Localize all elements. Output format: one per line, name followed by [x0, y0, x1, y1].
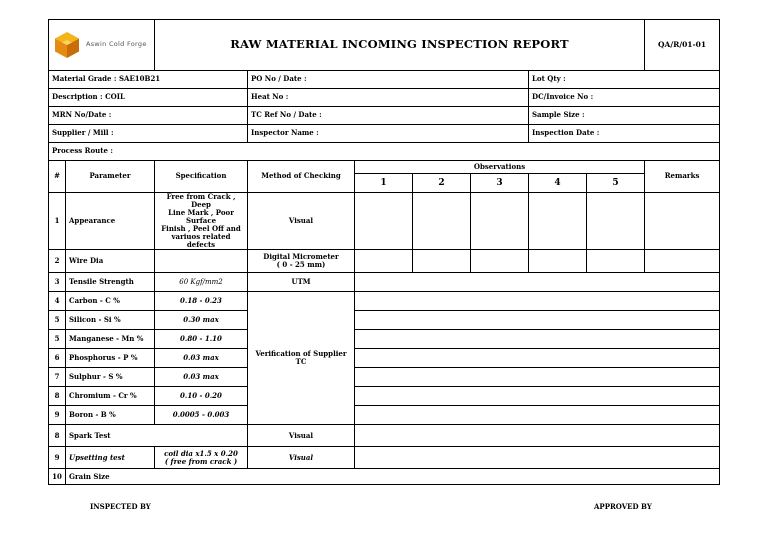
row-parameter: Upsetting test: [66, 447, 155, 469]
observation-cell[interactable]: [587, 193, 645, 250]
table-row: [49, 349, 720, 368]
row-method: Visual: [248, 425, 355, 447]
row-specification: 0.10 - 0.20: [155, 387, 248, 406]
col-num-header: #: [49, 161, 66, 193]
row-method: Visual: [248, 193, 355, 250]
column-header-row: [49, 161, 720, 174]
company-logo: [52, 31, 151, 59]
row-specification: 0.03 max: [155, 349, 248, 368]
supplier-tc-method: Verification of Supplier TC: [248, 292, 355, 425]
header-row-4: [49, 125, 720, 143]
table-row: [49, 292, 720, 311]
tc-ref-field[interactable]: TC Ref No / Date :: [248, 107, 529, 125]
col-parameter-header: Parameter: [66, 161, 155, 193]
row-number: 4: [49, 292, 66, 311]
logo-text: Aswin Cold Forge: [86, 40, 147, 49]
header-row-2: [49, 89, 720, 107]
table-row: [49, 330, 720, 349]
table-row: [49, 273, 720, 292]
col-specification-header: Specification: [155, 161, 248, 193]
header-row-3: [49, 107, 720, 125]
observation-cell[interactable]: [355, 368, 720, 387]
col-method-header: Method of Checking: [248, 161, 355, 193]
col-remarks-header: Remarks: [645, 161, 720, 193]
row-parameter: Wire Dia: [66, 250, 155, 273]
heat-no-field[interactable]: Heat No :: [248, 89, 529, 107]
row-number: 3: [49, 273, 66, 292]
spec-line: Line Mark , Poor Surface: [168, 208, 234, 226]
inspected-by-label: INSPECTED BY: [90, 502, 151, 511]
row-parameter: Boron - B %: [66, 406, 155, 425]
observation-cell[interactable]: [355, 330, 720, 349]
inspector-name-field[interactable]: Inspector Name :: [248, 125, 529, 143]
observation-cell[interactable]: [355, 447, 720, 469]
row-specification: 0.30 max: [155, 311, 248, 330]
table-row: [49, 469, 720, 485]
po-no-date-field[interactable]: PO No / Date :: [248, 71, 529, 89]
row-method: UTM: [248, 273, 355, 292]
observation-cell[interactable]: [355, 311, 720, 330]
observation-cell[interactable]: [355, 292, 720, 311]
row-number: 6: [49, 349, 66, 368]
row-method: Visual: [248, 447, 355, 469]
method-line: ( 0 - 25 mm): [276, 260, 326, 270]
observation-cell[interactable]: [413, 193, 471, 250]
row-parameter: Manganese - Mn %: [66, 330, 155, 349]
table-row: [49, 447, 720, 469]
material-grade-field[interactable]: Material Grade : SAE10B21: [49, 71, 248, 89]
supplier-mill-field[interactable]: Supplier / Mill :: [49, 125, 248, 143]
header-row-1: [49, 71, 720, 89]
row-parameter: Grain Size: [66, 469, 720, 485]
description-field[interactable]: Description : COIL: [49, 89, 248, 107]
remarks-cell[interactable]: [645, 250, 720, 273]
inspection-date-field[interactable]: Inspection Date :: [529, 125, 720, 143]
remarks-cell[interactable]: [645, 193, 720, 250]
obs-4-header: 4: [529, 174, 587, 193]
process-route-field[interactable]: Process Route :: [49, 143, 720, 161]
table-row: [49, 425, 720, 447]
table-row: [49, 387, 720, 406]
observation-cell[interactable]: [355, 387, 720, 406]
row-number: 9: [49, 447, 66, 469]
observation-cell[interactable]: [355, 425, 720, 447]
observation-cell[interactable]: [471, 250, 529, 273]
observation-cell[interactable]: [587, 250, 645, 273]
row-number: 5: [49, 330, 66, 349]
obs-3-header: 3: [471, 174, 529, 193]
col-observations-header: Observations: [355, 161, 645, 174]
table-row: [49, 193, 720, 250]
table-row: [49, 311, 720, 330]
title-row: [49, 20, 720, 71]
row-specification: 0.18 - 0.23: [155, 292, 248, 311]
spec-line: coil dia x1.5 x 0.20: [164, 448, 238, 458]
row-parameter: Appearance: [66, 193, 155, 250]
row-parameter: Silicon - Si %: [66, 311, 155, 330]
row-number: 1: [49, 193, 66, 250]
observation-cell[interactable]: [355, 273, 720, 292]
row-method: [248, 250, 355, 273]
row-number: 5: [49, 311, 66, 330]
table-row: [49, 368, 720, 387]
observation-cell[interactable]: [355, 406, 720, 425]
row-number: 9: [49, 406, 66, 425]
row-number: 8: [49, 387, 66, 406]
document-number: QA/R/01-01: [645, 20, 720, 71]
row-parameter: Phosphorus - P %: [66, 349, 155, 368]
row-specification: [155, 193, 248, 250]
mrn-no-date-field[interactable]: MRN No/Date :: [49, 107, 248, 125]
lot-qty-field[interactable]: Lot Qty :: [529, 71, 720, 89]
spec-line: Finish , Peel Off and: [161, 224, 241, 234]
row-specification: 60 Kgf/mm2: [155, 273, 248, 292]
method-line: Digital Micrometer: [263, 252, 339, 262]
row-number: 10: [49, 469, 66, 485]
row-parameter: Sulphur - S %: [66, 368, 155, 387]
approved-by-label: APPROVED BY: [594, 502, 652, 511]
report-sheet: [48, 19, 719, 485]
row-specification: 0.03 max: [155, 368, 248, 387]
row-specification: [155, 250, 248, 273]
sample-size-field[interactable]: Sample Size :: [529, 107, 720, 125]
spec-line: ( free from crack ): [164, 456, 238, 466]
process-route-row: [49, 143, 720, 161]
row-specification: 0.80 - 1.10: [155, 330, 248, 349]
obs-2-header: 2: [413, 174, 471, 193]
row-specification: 0.0005 - 0.003: [155, 406, 248, 425]
row-specification: [155, 447, 248, 469]
table-row: [49, 406, 720, 425]
row-parameter: Carbon - C %: [66, 292, 155, 311]
dc-invoice-field[interactable]: DC/Invoice No :: [529, 89, 720, 107]
spec-line: variuos related defects: [171, 232, 231, 250]
row-number: 8: [49, 425, 66, 447]
observation-cell[interactable]: [355, 250, 413, 273]
obs-1-header: 1: [355, 174, 413, 193]
table-row: [49, 250, 720, 273]
observation-cell[interactable]: [471, 193, 529, 250]
observation-cell[interactable]: [529, 193, 587, 250]
observation-cell[interactable]: [355, 349, 720, 368]
logo-cell: [49, 20, 155, 71]
inspection-report-table: [48, 19, 720, 485]
row-parameter: Chromium - Cr %: [66, 387, 155, 406]
observation-cell[interactable]: [529, 250, 587, 273]
observation-cell[interactable]: [355, 193, 413, 250]
observation-cell[interactable]: [413, 250, 471, 273]
row-number: 2: [49, 250, 66, 273]
spec-line: Free from Crack , Deep: [166, 192, 236, 210]
cube-logo-icon: [54, 31, 80, 59]
row-number: 7: [49, 368, 66, 387]
row-parameter: Tensile Strength: [66, 273, 155, 292]
report-title: RAW MATERIAL INCOMING INSPECTION REPORT: [155, 20, 645, 71]
row-parameter: Spark Test: [66, 425, 248, 447]
obs-5-header: 5: [587, 174, 645, 193]
